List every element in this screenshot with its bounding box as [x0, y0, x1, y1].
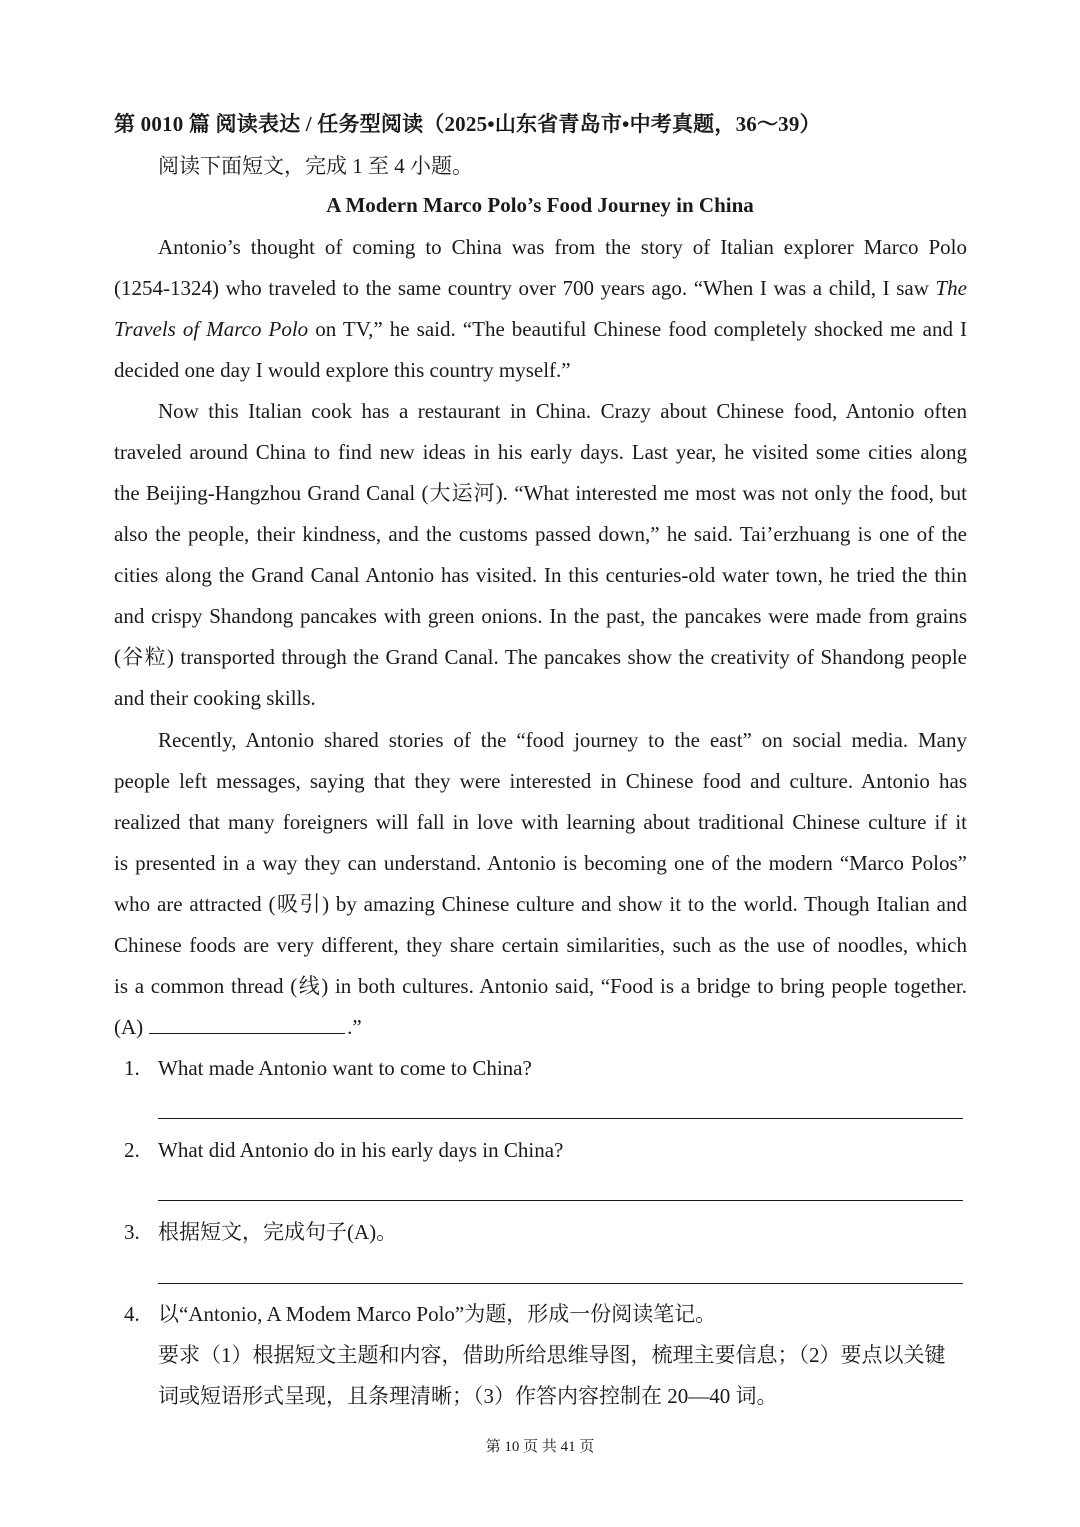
- question-4-text: 以“Antonio, A Modem Marco Polo”为题，形成一份阅读笔记。: [158, 1302, 717, 1326]
- question-1: [124, 1054, 532, 1082]
- paragraph-1-line-3-text: on TV,” he said. “The beautiful Chinese food completely shocked me and I: [308, 317, 967, 341]
- question-4: [124, 1300, 716, 1328]
- question-3: [124, 1218, 397, 1246]
- paragraph-1-line-4: decided one day I would explore this country myself.”: [114, 358, 571, 382]
- instruction-text: 阅读下面短文，完成 1 至 4 小题。: [158, 154, 473, 178]
- paragraph-3-line-6: Chinese foods are very different, they share certain similarities, such as the use of noodles, which: [114, 933, 967, 957]
- paragraph-1-line-3: [114, 315, 967, 343]
- paragraph-2-line-7: (谷粒) transported through the Grand Canal. The pancakes show the creativity of Shandong people: [114, 645, 967, 669]
- paragraph-1-line-2-text: (1254-1324) who traveled to the same country over 700 years ago. “When I was a child, I saw: [114, 276, 936, 300]
- question-2-text: What did Antonio do in his early days in China?: [158, 1138, 564, 1162]
- question-4-number: 4.: [124, 1302, 140, 1326]
- paragraph-3-line-5: who are attracted (吸引) by amazing Chinese culture and show it to the world. Though Italian and: [114, 892, 967, 916]
- paragraph-2-line-4: also the people, their kindness, and the customs passed down,” he said. Tai’erzhuang is one of the: [114, 522, 967, 546]
- requirements-line-2: 词或短语形式呈现，且条理清晰；（3）作答内容控制在 20—40 词。: [158, 1384, 778, 1408]
- paragraph-3-line-8: [114, 1013, 967, 1041]
- answer-line-2[interactable]: [158, 1200, 963, 1201]
- article-title: A Modern Marco Polo’s Food Journey in China: [326, 193, 754, 217]
- paragraph-3-line-1: Recently, Antonio shared stories of the “food journey to the east” on social media. Many: [158, 728, 967, 752]
- blank-a-label: (A): [114, 1015, 144, 1039]
- paragraph-2-line-5: cities along the Grand Canal Antonio has visited. In this centuries-old water town, he tried the thin: [114, 563, 967, 587]
- paragraph-2-line-1: Now this Italian cook has a restaurant in China. Crazy about Chinese food, Antonio often: [158, 399, 967, 423]
- paragraph-3-line-2: people left messages, saying that they were interested in Chinese food and culture. Antonio has: [114, 769, 967, 793]
- paragraph-2-line-3: the Beijing-Hangzhou Grand Canal (大运河). “What interested me most was not only the food, but: [114, 481, 967, 505]
- paragraph-3-line-7: is a common thread (线) in both cultures. Antonio said, “Food is a bridge to bring people together.: [114, 974, 967, 998]
- section-heading: 第 0010 篇 阅读表达 / 任务型阅读（2025•山东省青岛市•中考真题，36～39）: [114, 112, 821, 136]
- question-2-number: 2.: [124, 1138, 140, 1162]
- answer-line-1[interactable]: [158, 1118, 963, 1119]
- paragraph-2-line-8: and their cooking skills.: [114, 686, 316, 710]
- question-1-text: What made Antonio want to come to China?: [158, 1056, 532, 1080]
- paragraph-2-line-6: and crispy Shandong pancakes with green onions. In the past, the pancakes were made from grains: [114, 604, 967, 628]
- question-1-number: 1.: [124, 1056, 140, 1080]
- question-3-text: 根据短文，完成句子(A)。: [158, 1220, 398, 1244]
- page-number: 第 10 页 共 41 页: [485, 1439, 595, 1455]
- blank-a[interactable]: [149, 1015, 345, 1034]
- paragraph-3-line-3: realized that many foreigners will fall in love with learning about traditional Chinese culture if it: [114, 810, 967, 834]
- paragraph-3-line-4: is presented in a way they can understand. Antonio is becoming one of the modern “Marco Polos”: [114, 851, 967, 875]
- question-3-number: 3.: [124, 1220, 140, 1244]
- blank-a-end: .”: [347, 1015, 362, 1039]
- paragraph-2-line-2: traveled around China to find new ideas in his early days. Last year, he visited some cities along: [114, 440, 967, 464]
- answer-line-3[interactable]: [158, 1283, 963, 1284]
- book-title-part-2: Travels of Marco Polo: [114, 317, 309, 341]
- requirements-line-1: 要求（1）根据短文主题和内容，借助所给思维导图，梳理主要信息；（2）要点以关键: [158, 1343, 946, 1367]
- paragraph-1-line-1: Antonio’s thought of coming to China was from the story of Italian explorer Marco Polo: [158, 235, 967, 259]
- question-2: [124, 1136, 563, 1164]
- paragraph-1-line-2: [114, 274, 967, 302]
- book-title-part-1: The: [935, 276, 967, 300]
